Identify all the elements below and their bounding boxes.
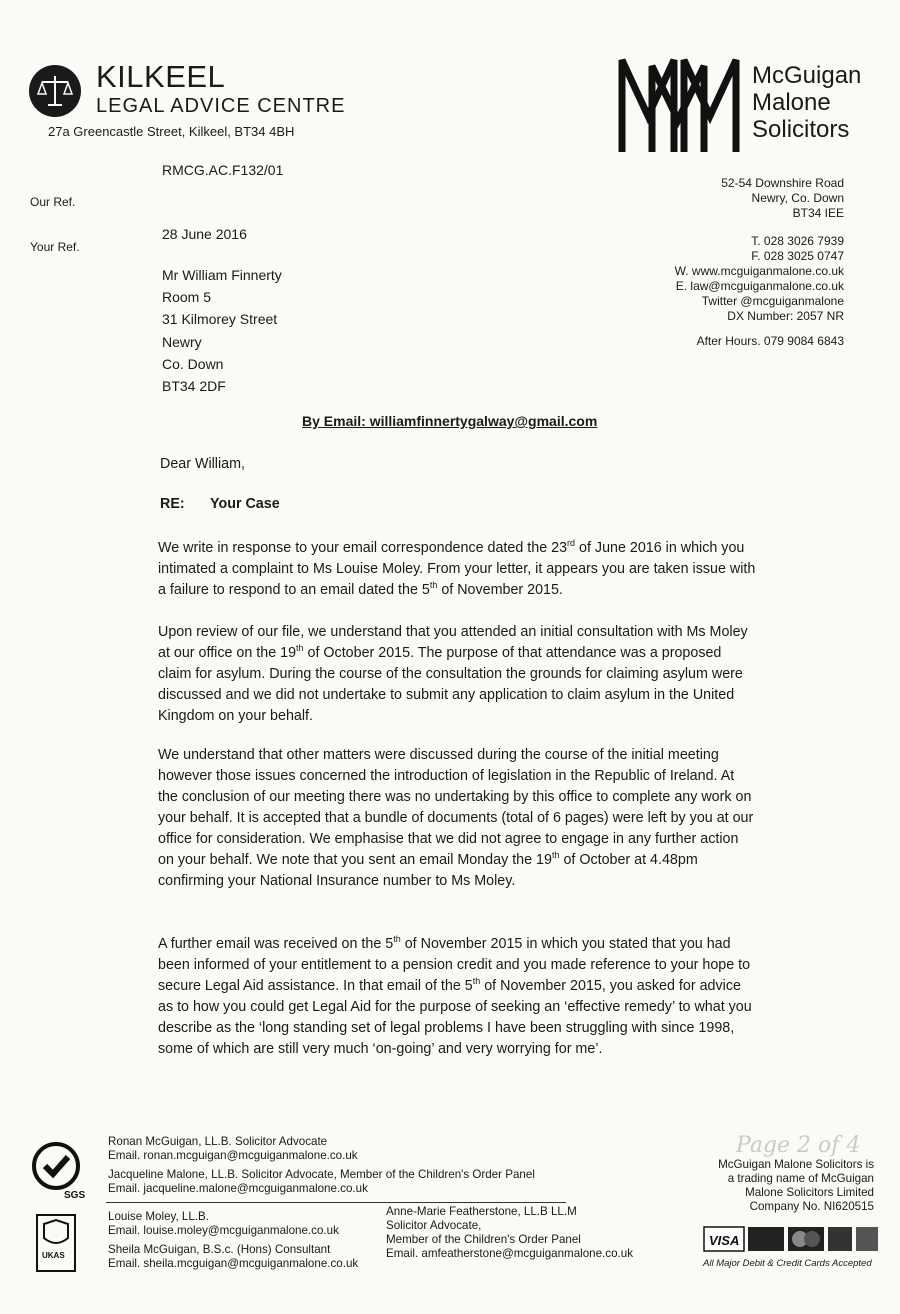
footer-divider bbox=[106, 1202, 566, 1203]
firm-twitter: Twitter @mcguiganmalone bbox=[701, 294, 844, 308]
firm-dx-number: DX Number: 2057 NR bbox=[727, 309, 844, 323]
partner-email-link[interactable]: Email. sheila.mcguigan@mcguiganmalone.co.uk bbox=[108, 1257, 359, 1270]
partner-name: Sheila McGuigan, B.S.c. (Hons) Consultant bbox=[108, 1243, 331, 1256]
card-icon bbox=[856, 1227, 878, 1251]
partner-jacqueline bbox=[108, 1168, 535, 1196]
firm-email-link[interactable]: E. law@mcguiganmalone.co.uk bbox=[675, 279, 844, 293]
firm-address-line: Newry, Co. Down bbox=[751, 191, 844, 205]
visa-label: VISA bbox=[709, 1233, 740, 1248]
cards-accepted-note: All Major Debit & Credit Cards Accepted bbox=[703, 1258, 872, 1269]
firm-name-line: McGuigan bbox=[752, 62, 862, 89]
paragraph-3: We understand that other matters were discussed during the course of the initial meeting however those issues concerned the introduction of legislation in the Republic of Ireland. At the conclusion of our meeting there was no undertaking by this office to complete any work on your behalf. It is accepted that a bundle of documents (total of 6 pages) were left by you at our office for consideration. We emphasise that we did not agree to engage in any further action on your behalf. We note that you sent an email Monday the 19th of October at 4.48pm confirming your National Insurance number to Ms Moley. bbox=[158, 747, 754, 889]
re-subject: Your Case bbox=[210, 496, 280, 512]
firm-name-line: Solicitors bbox=[752, 116, 850, 143]
payment-cards-logos bbox=[703, 1224, 879, 1254]
partner-louise bbox=[108, 1210, 339, 1238]
partner-email-link[interactable]: Email. jacqueline.malone@mcguiganmalone.co.uk bbox=[108, 1182, 368, 1195]
recipient-line: Newry bbox=[162, 333, 202, 350]
firm-website-link[interactable]: W. www.mcguiganmalone.co.uk bbox=[674, 264, 844, 278]
trading-line: a trading name of McGuigan bbox=[727, 1172, 874, 1185]
firm-contact bbox=[675, 234, 844, 324]
our-ref-label: Our Ref. bbox=[30, 195, 76, 209]
firm-name-line: Malone bbox=[752, 89, 831, 116]
firm-name bbox=[752, 62, 861, 143]
recipient-line: BT34 2DF bbox=[162, 378, 226, 395]
partner-name: Louise Moley, LL.B. bbox=[108, 1210, 209, 1223]
partner-title: Solicitor Advocate, bbox=[386, 1219, 482, 1232]
card-icon bbox=[828, 1227, 852, 1251]
paragraph-2: Upon review of our file, we understand that you attended an initial consultation with Ms Moley at our office on the 19th of October 2015. The purpose of that attendance was a proposed claim for asylum. During the course of the consultation the grounds for claiming asylum were discussed and we did not undertake to submit any application to claim asylum in the United Kingdom on your behalf. bbox=[158, 624, 748, 724]
firm-phone: T. 028 3026 7939 bbox=[751, 234, 844, 248]
partner-email-link[interactable]: Email. louise.moley@mcguiganmalone.co.uk bbox=[108, 1224, 339, 1237]
ukas-certification-logo bbox=[34, 1212, 78, 1274]
by-email-line: By Email: williamfinnertygalway@gmail.com bbox=[302, 413, 598, 429]
trading-line: Malone Solicitors Limited bbox=[745, 1186, 874, 1199]
partner-name: Ronan McGuigan, LL.B. Solicitor Advocate bbox=[108, 1135, 328, 1148]
firm-fax: F. 028 3025 0747 bbox=[751, 249, 844, 263]
trading-line: McGuigan Malone Solicitors is bbox=[718, 1158, 874, 1171]
recipient-line: Room 5 bbox=[162, 289, 212, 306]
sgs-label: SGS bbox=[64, 1190, 86, 1200]
scales-of-justice-icon bbox=[28, 64, 82, 118]
recipient-line: Mr William Finnerty bbox=[162, 267, 282, 283]
firm-address-line: BT34 IEE bbox=[792, 206, 844, 220]
paragraph-4: A further email was received on the 5th of November 2015 in which you stated that you had been informed of your entitlement to a pension credit and you made reference to your hope to secure Legal Aid assistance. In that email of the 5th of November 2015, you asked for advice as to how you could get Legal Aid for the purpose of seeking an ‘effective remedy’ to what you describe as the ‘long standing set of legal problems I have been struggling with since 1998, some of which are still very much ‘on-going’ and very worrying for me’. bbox=[158, 934, 752, 1057]
handwritten-note-text: Page 2 of 4 bbox=[736, 1133, 861, 1158]
trading-name-notice bbox=[718, 1158, 874, 1214]
firm-address bbox=[721, 176, 844, 221]
partner-anne-marie bbox=[386, 1205, 633, 1261]
re-label: RE: bbox=[160, 496, 185, 512]
your-ref-label: Your Ref. bbox=[30, 240, 80, 254]
partner-sheila bbox=[108, 1243, 358, 1271]
kilkeel-title: KILKEEL bbox=[96, 59, 226, 94]
debit-card-icon bbox=[748, 1227, 784, 1251]
recipient-address bbox=[162, 264, 282, 397]
after-hours: After Hours. 079 9084 6843 bbox=[696, 334, 844, 348]
kilkeel-subtitle: LEGAL ADVICE CENTRE bbox=[96, 95, 346, 117]
ukas-label: UKAS bbox=[42, 1251, 65, 1260]
company-number: Company No. NI620515 bbox=[749, 1200, 874, 1213]
partner-name: Anne-Marie Featherstone, LL.B LL.M bbox=[386, 1205, 577, 1218]
partner-name: Jacqueline Malone, LL.B. Solicitor Advocate, Member of the Children's Order Panel bbox=[108, 1168, 535, 1181]
sgs-certification-logo bbox=[28, 1140, 88, 1200]
partner-ronan bbox=[108, 1135, 358, 1163]
paragraph-1: We write in response to your email correspondence dated the 23rd of June 2016 in which you intimated a complaint to Ms Louise Moley. From your letter, it appears you are taken issue with a failure to respond to an email dated the 5th of November 2015. bbox=[158, 538, 756, 598]
partner-email-link[interactable]: Email. amfeatherstone@mcguiganmalone.co.uk bbox=[386, 1247, 633, 1260]
firm-address-line: 52-54 Downshire Road bbox=[721, 176, 844, 190]
greeting: Dear William, bbox=[160, 456, 245, 472]
reference-number: RMCG.AC.F132/01 bbox=[162, 162, 284, 178]
partner-email-link[interactable]: Email. ronan.mcguigan@mcguiganmalone.co.uk bbox=[108, 1149, 358, 1162]
letter-date: 28 June 2016 bbox=[162, 226, 247, 242]
recipient-line: Co. Down bbox=[162, 355, 224, 372]
mm-monogram-logo bbox=[618, 56, 740, 156]
partner-title: Member of the Children's Order Panel bbox=[386, 1233, 581, 1246]
recipient-line: 31 Kilmorey Street bbox=[162, 311, 278, 328]
kilkeel-address: 27a Greencastle Street, Kilkeel, BT34 4BH bbox=[48, 124, 295, 139]
